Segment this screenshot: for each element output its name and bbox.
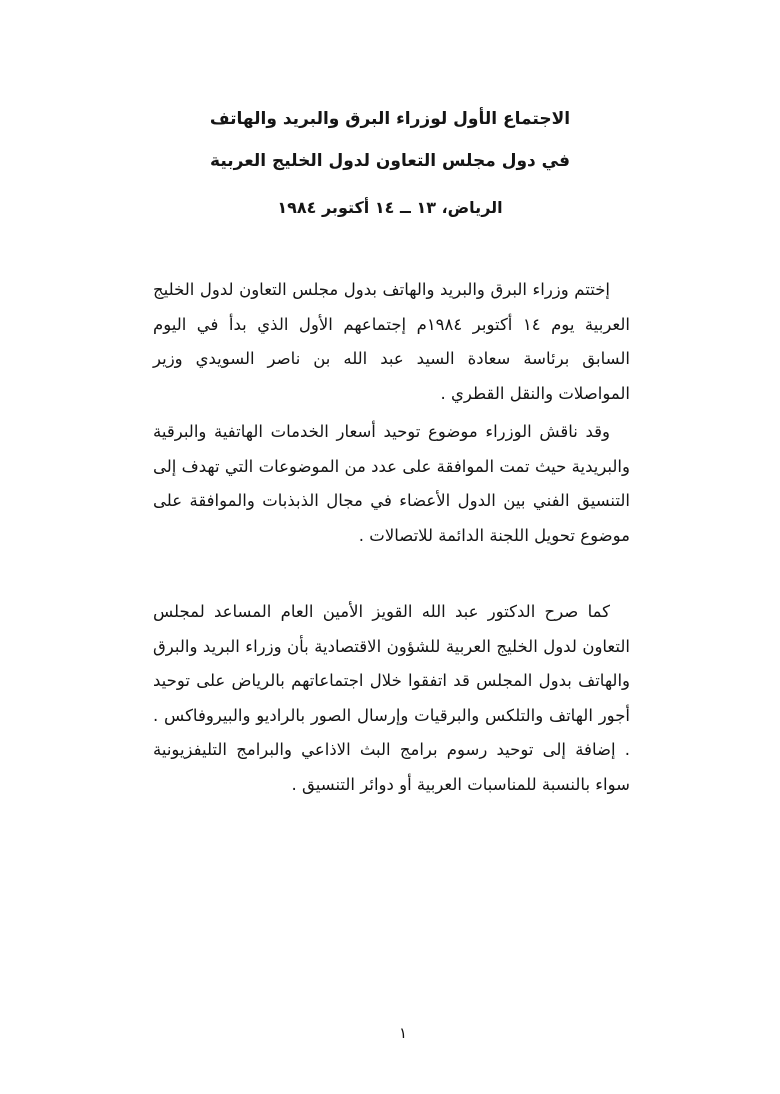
dateline: الرياض، ١٣ ــ ١٤ أكتوبر ١٩٨٤ [277, 198, 503, 217]
document-body [153, 273, 630, 802]
paragraph-statement: كما صرح الدكتور عبد الله القويز الأمين العام المساعد لمجلس التعاون لدول الخليج العربية للشؤون الاقتصادية بأن وزراء البريد والبرق والهاتف بدول المجلس قد اتفقوا خلال اجتماعاتهم بالرياض على توحيد أجور الهاتف والتلكس والبرقيات وإرسال الصور بالراديو والبيروفاكس . . إضافة إلى توحيد رسوم برامج البث الاذاعي والبرامج التليفزيونية سواء بالنسبة للمناسبات العربية أو دوائر التنسيق . [153, 602, 630, 794]
page-number: ١ [398, 1024, 408, 1042]
document-title-line-1: الاجتماع الأول لوزراء البرق والبريد والهاتف [209, 109, 571, 129]
paragraph-opening: إختتم وزراء البرق والبريد والهاتف بدول مجلس التعاون لدول الخليج العربية يوم ١٤ أكتوبر ١٩٨٤م إجتماعهم الأول الذي بدأ في اليوم السابق برئاسة سعادة السيد عبد الله بن ناصر السويدي وزير المواصلات والنقل القطري . [153, 280, 630, 403]
paragraph-discussion: وقد ناقش الوزراء موضوع توحيد أسعار الخدمات الهاتفية والبرقية والبريدية حيث تمت الموافقة على عدد من الموضوعات التي تهدف إلى التنسيق الفني بين الدول الأعضاء في مجال الذبذبات والموافقة على موضوع تحويل اللجنة الدائمة للاتصالات . [153, 422, 630, 545]
document-title-line-2: في دول مجلس التعاون لدول الخليج العربية [210, 151, 570, 171]
document-title [0, 0, 780, 182]
